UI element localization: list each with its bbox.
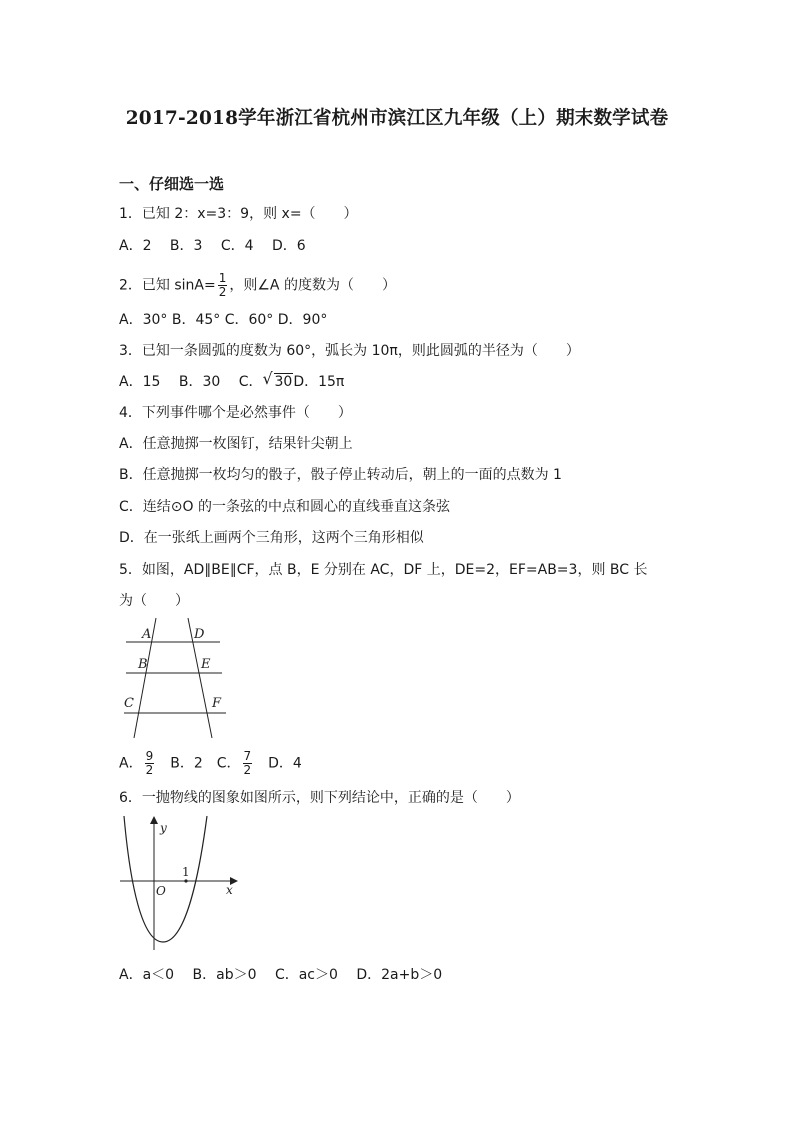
question-3-options-post: D．15π [293, 374, 345, 390]
fraction-denominator: 2 [243, 763, 252, 777]
label-c: C [124, 696, 134, 711]
question-4-option-a: A．任意抛掷一枚图钉，结果针尖朝上 [119, 436, 353, 452]
question-2-options: A．30° B．45° C．60° D．90° [119, 312, 328, 328]
fraction-one-half [218, 272, 228, 299]
question-1-options: A．2 B．3 C．4 D．6 [119, 238, 306, 254]
option-c-label: C． [216, 755, 241, 772]
parallel-lines-figure [118, 616, 230, 740]
question-4-option-b: B．任意抛掷一枚均匀的骰子，骰子停止转动后，朝上的一面的点数为 1 [119, 467, 562, 483]
fraction-numerator: 7 [243, 749, 252, 763]
question-2-stem-pre: 2．已知 sinA= [119, 277, 216, 294]
question-2-stem [119, 272, 396, 299]
page-title: 2017-2018学年浙江省杭州市滨江区九年级（上）期末数学试卷 [125, 108, 669, 129]
question-1-stem: 1．已知 2：x=3：9，则 x=（ ） [119, 206, 358, 222]
section-heading: 一、仔细选一选 [119, 175, 225, 193]
fraction-denominator: 2 [218, 285, 227, 299]
sqrt-expression [262, 369, 294, 392]
fraction-nine-halves [145, 750, 155, 777]
question-6-options: A．a＜0 B．ab＞0 C．ac＞0 D．2a+b＞0 [119, 967, 443, 983]
question-2-stem-post: ，则∠A 的度数为（ ） [229, 277, 396, 294]
sqrt-symbol: √ [262, 369, 273, 388]
question-5-options [119, 750, 302, 777]
label-one: 1 [182, 865, 190, 879]
tick-one-point [184, 879, 187, 882]
label-b: B [138, 657, 148, 672]
label-d: D [194, 627, 205, 642]
question-3-options-pre: A．15 B．30 C． [119, 374, 263, 390]
question-3-options [119, 369, 345, 392]
question-4-option-d: D．在一张纸上画两个三角形，这两个三角形相似 [119, 530, 424, 546]
fraction-numerator: 9 [145, 749, 154, 763]
question-5-stem-line-1: 5．如图，AD∥BE∥CF，点 B，E 分别在 AC，DF 上，DE=2，EF=AB=3，则 BC 长 [119, 562, 648, 578]
fraction-seven-halves [243, 750, 253, 777]
question-5-stem-line-2: 为（ ） [119, 593, 189, 609]
question-4-stem: 4．下列事件哪个是必然事件（ ） [119, 405, 352, 421]
label-f: F [212, 696, 222, 711]
label-origin: O [156, 884, 166, 898]
option-b: B．2 [170, 755, 203, 772]
fraction-denominator: 2 [145, 763, 154, 777]
parabola-figure [118, 814, 242, 954]
question-3-stem: 3．已知一条圆弧的度数为 60°，弧长为 10π，则此圆弧的半径为（ ） [119, 343, 580, 359]
label-a: A [142, 627, 152, 642]
fraction-numerator: 1 [218, 271, 227, 285]
option-d: D．4 [268, 755, 302, 772]
question-4-option-c: C．连结⊙O 的一条弦的中点和圆心的直线垂直这条弦 [119, 499, 450, 515]
option-a-label: A． [119, 755, 143, 772]
radicand: 30 [274, 374, 293, 390]
question-6-stem: 6．一抛物线的图象如图所示，则下列结论中，正确的是（ ） [119, 790, 520, 806]
label-y: y [160, 821, 167, 835]
label-e: E [201, 657, 211, 672]
label-x: x [226, 883, 233, 897]
